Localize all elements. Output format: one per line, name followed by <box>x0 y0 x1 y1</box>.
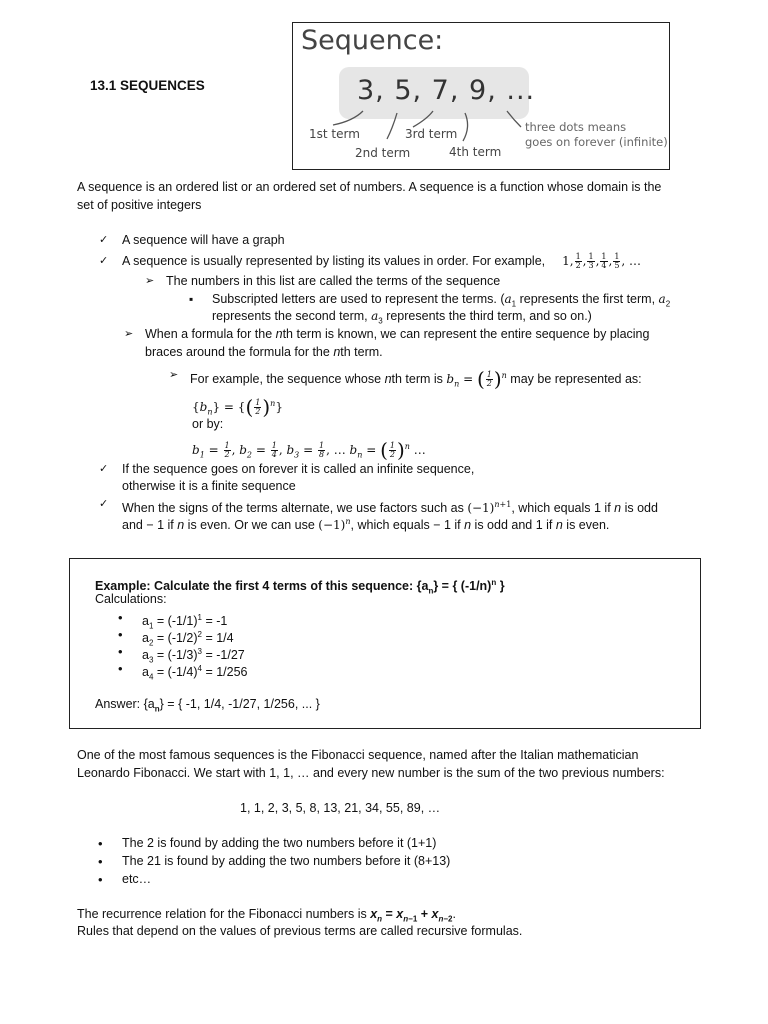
calc-item-2: • $a_2 = (-1/2)^2 = 1/4$ <box>142 626 234 652</box>
alternate-line2-e: is even. <box>562 518 610 532</box>
subscript-line2-a: represents the second term, <box>212 309 372 323</box>
recurrence-text: The recurrence relation for the Fibonacci numbers is <box>77 907 371 921</box>
fibonacci-bullet-1: • The 2 is found by adding the two numbers before it (1+1) <box>122 835 436 852</box>
example-title-b: } = { (-1/n) <box>433 579 492 594</box>
label-4th-term: 4th term <box>449 145 502 159</box>
calculations-label: Calculations: <box>95 592 167 606</box>
sequence-figure <box>292 22 670 170</box>
bullet-formula-line2: braces around the formula for the nth term. <box>145 345 383 359</box>
intro-line2: set of positive integers <box>77 198 202 212</box>
section-heading: 13.1 SEQUENCES <box>90 78 205 93</box>
arrow-1st <box>333 111 363 125</box>
listing-example: 1, $\frac{1}{2}$ , $\frac{1}{3}$ , $\frac{1}{4}$ , $\frac{1}{5}$ , … <box>562 252 642 270</box>
example-box <box>69 558 701 729</box>
subscript-line2-b: represents the third term, and so on.) <box>382 309 592 323</box>
fibonacci-bullet-2: • The 21 is found by adding the two numbers before it (8+13) <box>122 853 450 870</box>
recurrence-formula: $x_n = x_{n-1} + x_{n-2}$ <box>370 907 453 924</box>
bullet-infinite-line2: otherwise it is a finite sequence <box>122 479 296 493</box>
example-text-a: For example, the sequence whose <box>190 372 385 386</box>
example-title-a: Example: Calculate the first 4 terms of this sequence: {a <box>95 579 429 594</box>
fibonacci-bullet-3: • etc… <box>122 871 151 888</box>
calc-item-3: • $a_3 = (-1/3)^3 = -1/27$ <box>142 643 245 669</box>
bullet-graph: ✓ A sequence will have a graph <box>122 232 285 249</box>
fibonacci-line2: Leonardo Fibonacci. We start with 1, 1, … and every new number is the sum of the two previous numbers: <box>77 766 665 780</box>
arrow-dots <box>507 111 521 127</box>
recurrence-line: The recurrence relation for the Fibonacci numbers is $x_n = x_{n-1} + x_{n-2}$. <box>77 907 456 924</box>
alternate-line2-d: is odd and 1 if <box>471 518 556 532</box>
example-text-c: may be represented as: <box>506 372 642 386</box>
arrow-3rd <box>413 111 433 127</box>
formula-braces: $\{b_n\}$ = {( $\frac{1}{2}$ )$^n$} <box>192 395 283 419</box>
label-1st-term: 1st term <box>309 127 360 141</box>
bullet-subscript-line2: represents the second term, $a_3$ represents the third term, and so on.) <box>212 309 592 326</box>
label-3rd-term: 3rd term <box>405 127 458 141</box>
formula-n: n <box>275 327 283 341</box>
figure-title: Sequence: <box>301 25 444 56</box>
example-title: Example: Calculate the first 4 terms of this sequence: $\{a_n\}$ = { $(-1/n)^n$ } <box>95 578 505 596</box>
fibonacci-sequence: 1, 1, 2, 3, 5, 8, 13, 21, 34, 55, 89, … <box>240 801 441 815</box>
note-line1: three dots means <box>525 120 627 134</box>
arrow-2nd <box>387 113 397 139</box>
figure-terms: 3, 5, 7, 9, ... <box>357 75 536 106</box>
bullet-alternate-line2: and − 1 if n is even. Or we can use $(-1)^n$, which equals − 1 if n is odd and 1 if n is even. <box>122 517 610 532</box>
label-2nd-term: 2nd term <box>355 146 411 160</box>
arrow-4th <box>463 113 468 141</box>
bullet-alternate-line1: ✓ When the signs of the terms alternate, we use factors such as $(-1)^{n+1}$, which equals 1 if n is odd <box>122 496 658 517</box>
subscript-text-a: Subscripted letters are used to represent the terms. ( <box>212 292 505 306</box>
recursive-line: Rules that depend on the values of previous terms are called recursive formulas. <box>77 924 523 938</box>
calc-item-4: • $a_4 = (-1/4)^4 = 1/256$ <box>142 660 248 686</box>
alternate-line2-a: and − 1 if <box>122 518 178 532</box>
bullet-subscript-line1: ▪ Subscripted letters are used to represent the terms. ($a_1$ represents the first term, $a_2$ <box>212 291 670 313</box>
or-by: or by: <box>192 417 224 431</box>
formula-line2-b: th term. <box>340 345 383 359</box>
bullet-infinite-line1: ✓ If the sequence goes on forever it is called an infinite sequence, <box>122 461 474 478</box>
calc-item-1: • $a_1 = (-1/1)^1 = -1$ <box>142 609 227 635</box>
example-answer: Answer: $\{a_n\}$ = { -1, 1/4, -1/27, 1/256, ... } <box>95 697 320 714</box>
example-text-b: th term is <box>391 372 447 386</box>
alternate-text-c: is odd <box>621 501 658 515</box>
intro-line1: A sequence is an ordered list or an ordered set of numbers. A sequence is a function whose domain is the <box>77 180 662 194</box>
alternate-text-a: When the signs of the terms alternate, we use factors such as <box>122 501 468 515</box>
alternate-line2-c: , which equals − 1 if <box>350 518 465 532</box>
bullet-listing <box>122 253 641 270</box>
bullet-terms: ➢ The numbers in this list are called the terms of the sequence <box>166 273 500 290</box>
fibonacci-line1: One of the most famous sequences is the Fibonacci sequence, named after the Italian mathematician <box>77 748 639 762</box>
bullet-formula-line1 <box>145 326 649 343</box>
formula-line2-a: braces around the formula for the <box>145 345 334 359</box>
example-title-c: } <box>496 579 505 594</box>
alternate-text-b: , which equals 1 if <box>511 501 615 515</box>
answer-a: Answer: {a <box>95 697 155 711</box>
note-line2: goes on forever (infinite) <box>525 135 668 149</box>
bullet-example: ➢ For example, the sequence whose nth term is $b_n$ = ( $\frac{1}{2}$ )$^n$ may be represented as: <box>190 367 642 392</box>
subscript-text-b: represents the first term, <box>516 292 659 306</box>
formula-text-a: When a formula for the <box>145 327 276 341</box>
alternate-line2-b: is even. Or we can use <box>184 518 319 532</box>
answer-b: } = { -1, 1/4, -1/27, 1/256, ... } <box>159 697 320 711</box>
formula-terms: $b_1$ = $\frac{1}{2}$ , $b_2$ = $\frac{1}{4}$ , $b_3$ = $\frac{1}{8}$ , … $b_n$ = ( $\frac{1}{2}$ )$^n$ … <box>192 438 426 462</box>
formula-text-b: th term is known, we can represent the entire sequence by placing <box>282 327 650 341</box>
listing-text: A sequence is usually represented by listing its values in order. For example, <box>122 254 546 268</box>
